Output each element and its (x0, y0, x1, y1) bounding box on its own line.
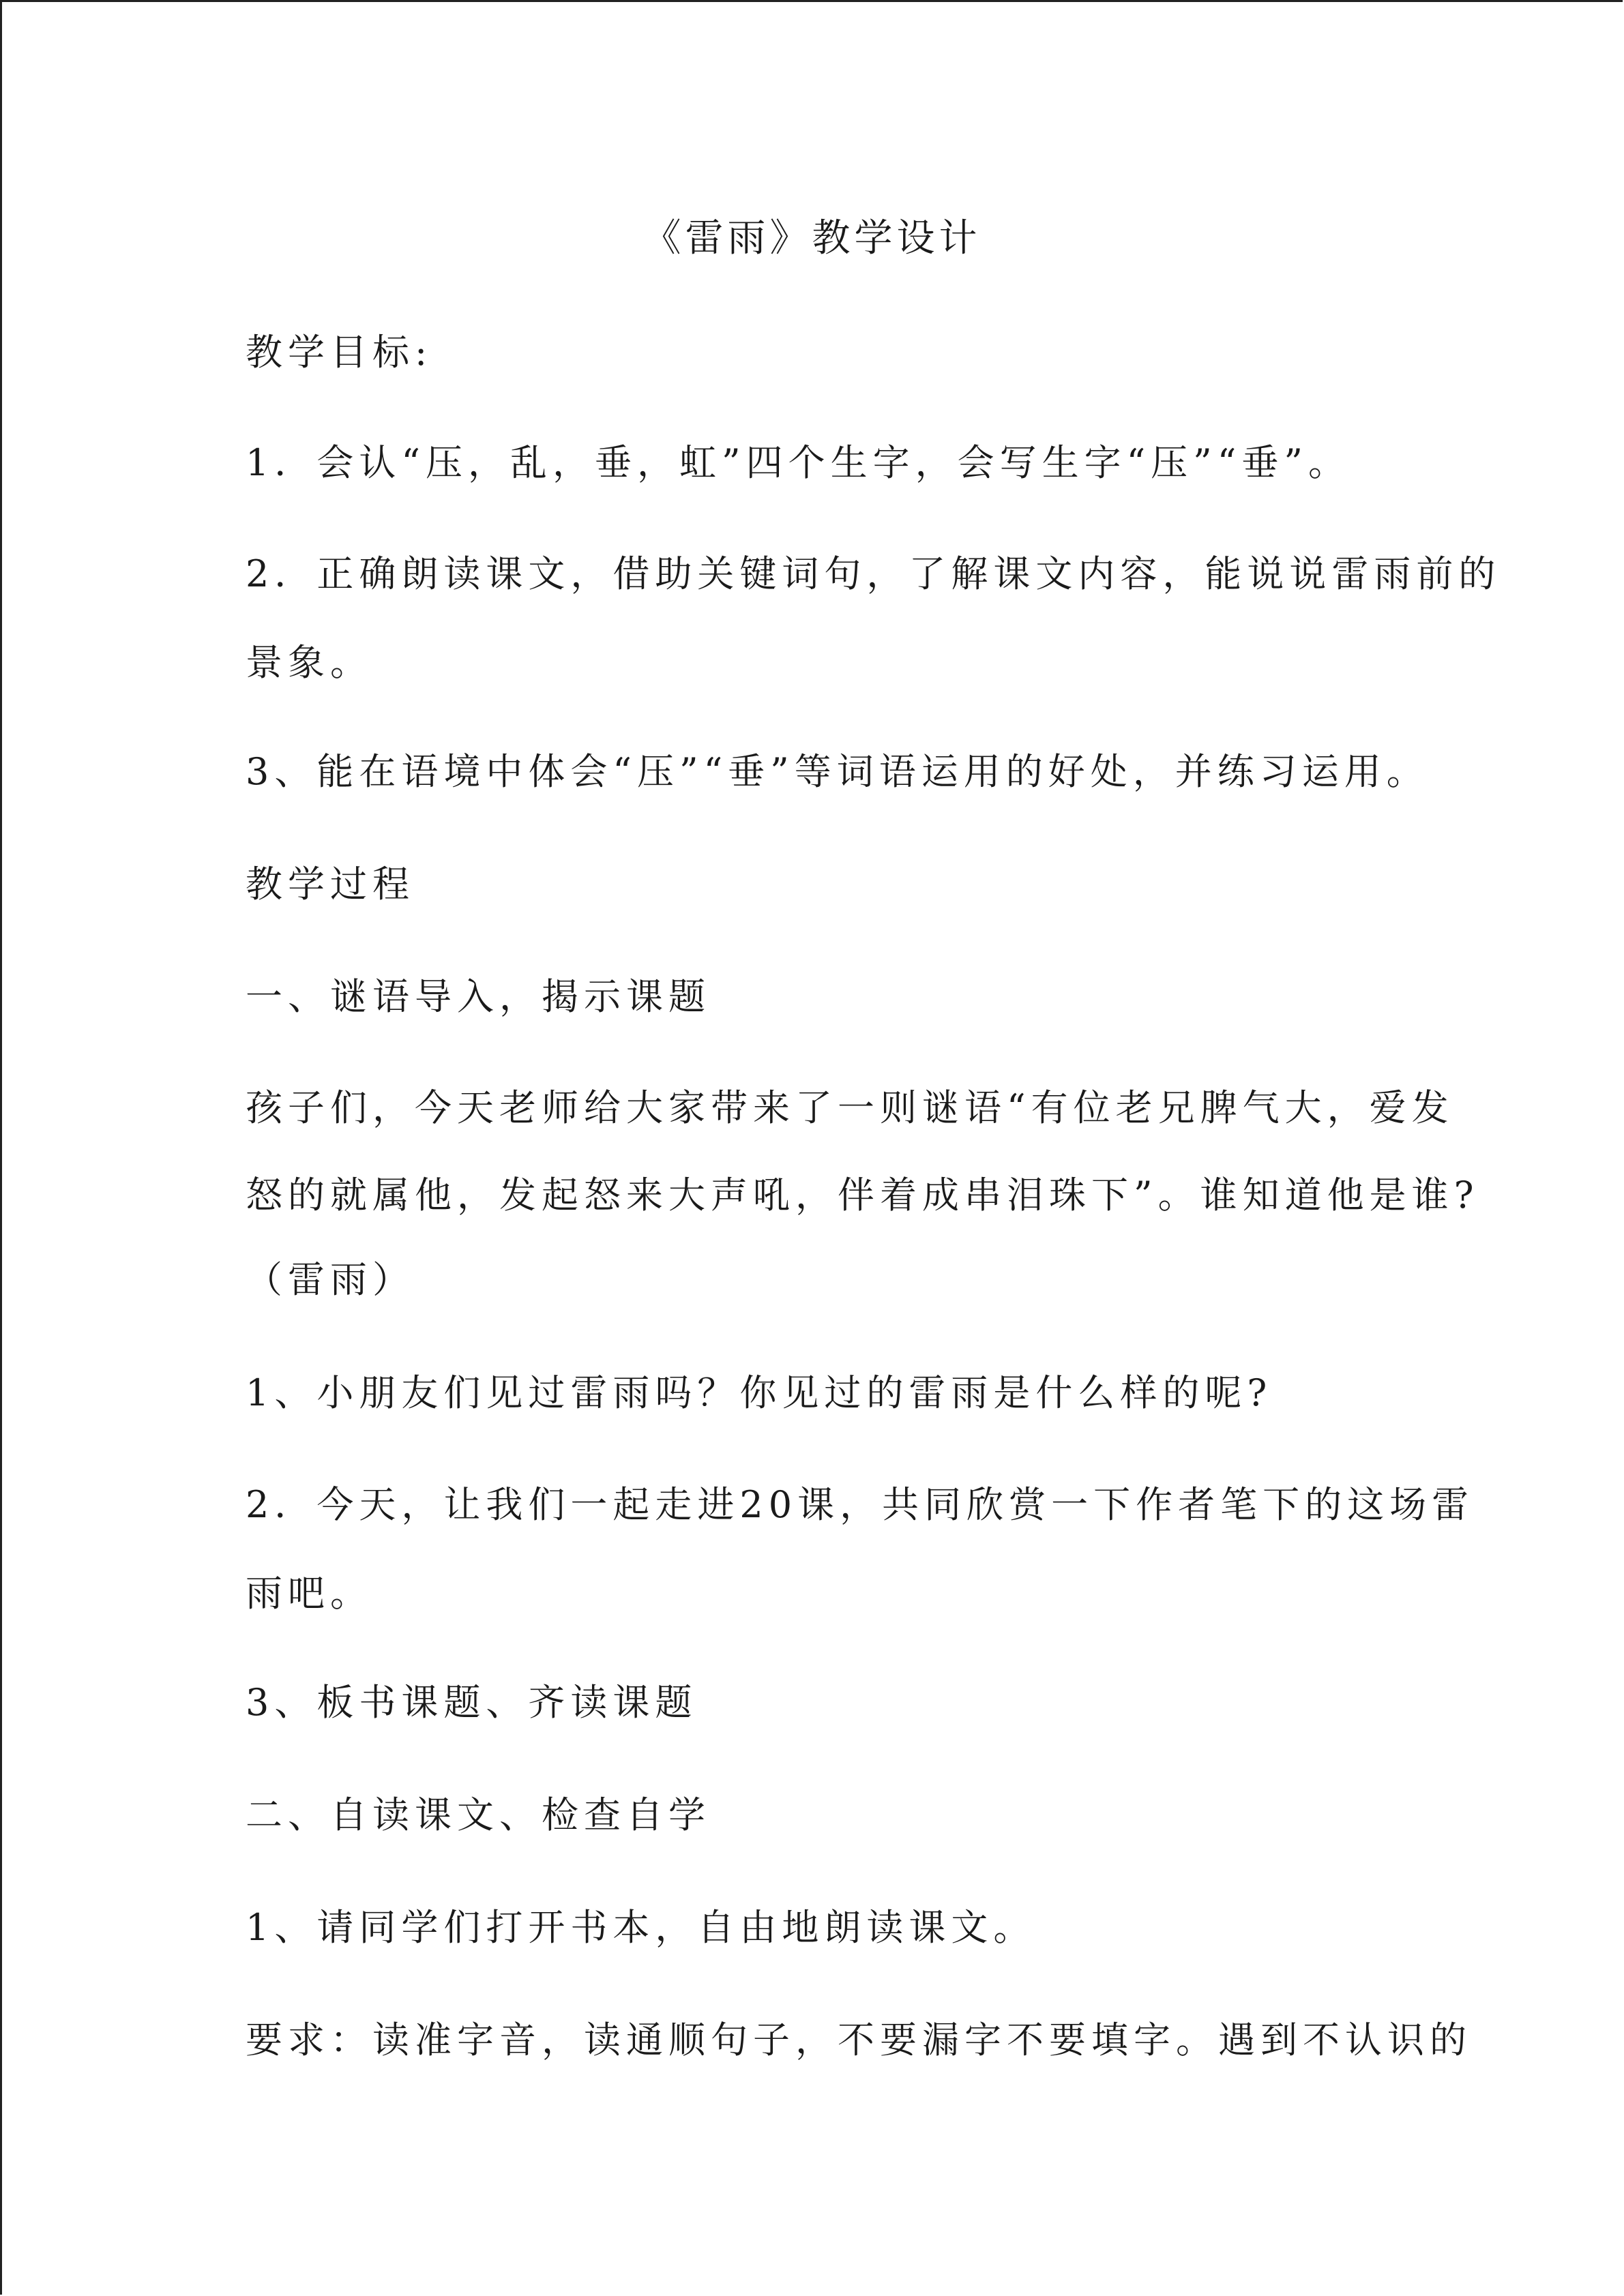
text-line: 1、请同学们打开书本，自由地朗读课文。 (246, 1906, 1036, 1949)
text-line: 景象。 (246, 641, 372, 684)
text-line: 2．今天，让我们一起走进20课，共同欣赏一下作者笔下的这场雷 (246, 1483, 1475, 1526)
text-line: 2．正确朗读课文，借助关键词句，了解课文内容，能说说雷雨前的 (246, 552, 1501, 595)
text-line: （雷雨） (246, 1258, 415, 1301)
text-line: 要求：读准字音，读通顺句子，不要漏字不要填字。遇到不认识的 (246, 2018, 1472, 2061)
text-line: 3、能在语境中体会“压”“垂”等词语运用的好处，并练习运用。 (246, 750, 1429, 793)
text-line: 怒的就属他，发起怒来大声吼，伴着成串泪珠下”。谁知道他是谁? (246, 1174, 1479, 1217)
text-line: 1．会认“压，乱，垂，虹”四个生字，会写生字“压”“垂”。 (246, 441, 1350, 484)
page-title: 《雷雨》教学设计 (643, 216, 981, 260)
text-line: 1、小朋友们见过雷雨吗？你见过的雷雨是什么样的呢? (246, 1371, 1273, 1414)
text-line: 教学目标: (246, 331, 433, 374)
text-line: 孩子们，今天老师给大家带来了一则谜语“有位老兄脾气大，爱发 (246, 1086, 1454, 1129)
text-line: 3、板书课题、齐读课题 (246, 1681, 698, 1724)
text-line: 二、自读课文、检查自学 (246, 1793, 711, 1836)
text-line: 一、谜语导入，揭示课题 (246, 975, 711, 1018)
text-line: 教学过程 (246, 863, 415, 906)
text-line: 雨吧。 (246, 1572, 372, 1615)
